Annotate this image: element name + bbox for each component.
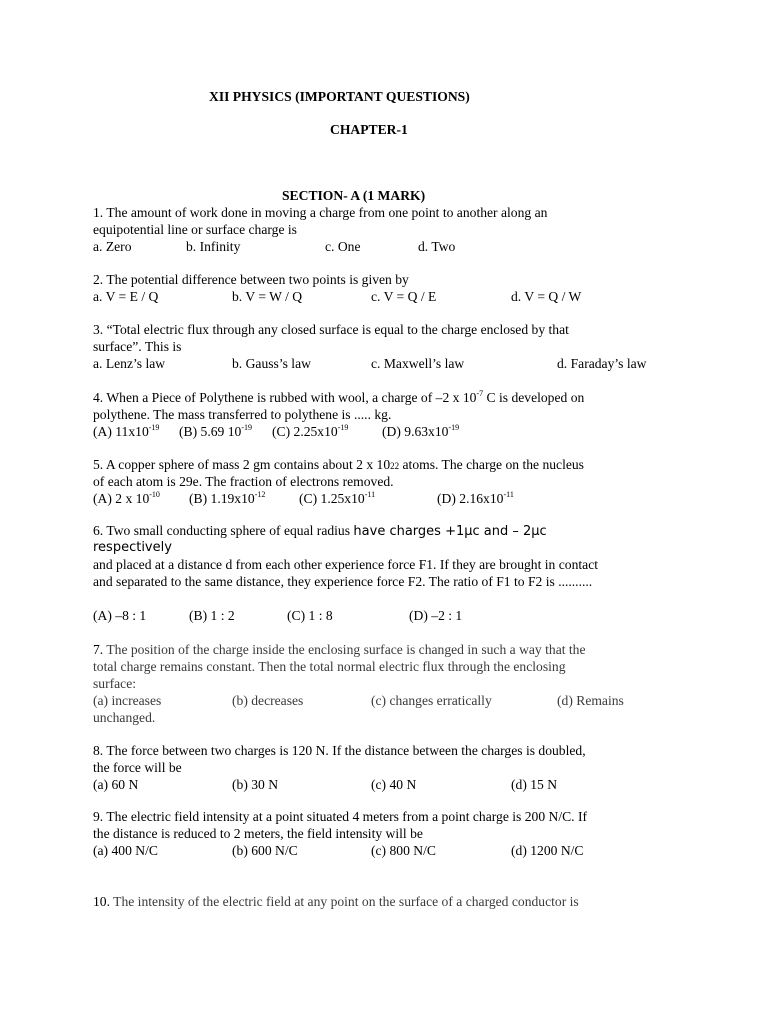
question-10-text: 10. The intensity of the electric field at any point on the surface of a charged conductor is xyxy=(93,894,579,909)
question-6-text-line4: and separated to the same distance, they experience force F2. The ratio of F1 to F2 is .......... xyxy=(93,574,593,589)
question-1-text-cont: equipotential line or surface charge is xyxy=(93,222,297,237)
exponent: -7 xyxy=(476,389,484,398)
question-5 xyxy=(93,456,668,507)
question-8-text: 8. The force between two charges is 120 N. If the distance between the charges is doubled, xyxy=(93,743,586,758)
question-9 xyxy=(93,808,668,859)
option-a: a. V = E / Q xyxy=(93,289,159,304)
option-b: (b) decreases xyxy=(232,693,304,708)
question-1-options xyxy=(93,238,668,255)
section-heading: SECTION- A (1 MARK) xyxy=(282,188,426,203)
option-b: (B) 1 : 2 xyxy=(189,608,235,623)
option-d: (D) $2.16x10^{-11}$ xyxy=(437,490,514,506)
option-c: (c) 40 N xyxy=(371,777,417,792)
question-3-text-cont: surface”. This is xyxy=(93,339,182,354)
option-a: (A) $11x10^{-19}$ xyxy=(93,423,160,439)
question-10 xyxy=(93,893,668,910)
option-d: (d) 1200 N/C xyxy=(511,843,584,858)
question-8-options xyxy=(93,776,668,793)
question-6-text-cont: respectively xyxy=(93,540,172,555)
option-d-cont: unchanged. xyxy=(93,710,156,725)
option-c: (c) changes erratically xyxy=(371,693,492,708)
question-4-options xyxy=(93,423,668,440)
question-3-options xyxy=(93,355,668,372)
option-c: c. Maxwell’s law xyxy=(371,356,465,371)
question-9-text: 9. The electric field intensity at a point situated 4 meters from a point charge is 200 N/C. If xyxy=(93,809,588,824)
question-7-options xyxy=(93,692,668,709)
question-8 xyxy=(93,742,668,793)
question-6-options xyxy=(93,607,668,624)
chapter-heading: CHAPTER-1 xyxy=(330,122,408,137)
question-6-text-line3: and placed at a distance d from each other experience force F1. If they are brought in contact xyxy=(93,557,598,572)
question-8-text-cont: the force will be xyxy=(93,760,182,775)
option-a: (a) increases xyxy=(93,693,162,708)
option-b: (B) 5.69 $10^{-19}$ xyxy=(179,423,252,439)
option-c: (C) $1.25x10^{-11}$ xyxy=(299,490,376,506)
option-c: c. V = Q / E xyxy=(371,289,437,304)
option-a: (a) 400 N/C xyxy=(93,843,158,858)
option-a: a. Lenz’s law xyxy=(93,356,166,371)
question-7-text-cont: total charge remains constant. Then the total normal electric flux through the enclosing xyxy=(93,659,566,674)
option-a: (a) 60 N xyxy=(93,777,139,792)
question-5-options xyxy=(93,490,668,507)
option-b: (B) $1.19x10^{-12}$ xyxy=(189,490,266,506)
option-c: (c) 800 N/C xyxy=(371,843,436,858)
question-9-text-cont: the distance is reduced to 2 meters, the field intensity will be xyxy=(93,826,423,841)
question-3-text: 3. “Total electric flux through any closed surface is equal to the charge enclosed by that xyxy=(93,322,569,337)
question-7-text: 7. The position of the charge inside the enclosing surface is changed in such a way that the xyxy=(93,642,586,657)
option-c: (C) 1 : 8 xyxy=(287,608,333,623)
question-1 xyxy=(93,204,668,255)
question-4-text-cont: polythene. The mass transferred to polythene is ..... kg. xyxy=(93,407,392,422)
option-d: (D) –2 : 1 xyxy=(409,608,463,623)
option-b: b. Gauss’s law xyxy=(232,356,311,371)
option-b: b. Infinity xyxy=(186,239,241,254)
option-a: (A) –8 : 1 xyxy=(93,608,147,623)
option-b: (b) 600 N/C xyxy=(232,843,298,858)
question-7 xyxy=(93,641,668,726)
question-2 xyxy=(93,271,668,305)
question-1-text: 1. The amount of work done in moving a charge from one point to another along an xyxy=(93,205,548,220)
question-2-options xyxy=(93,288,668,305)
question-6-text: 6. Two small conducting sphere of equal radius have charges +1μc and – 2μc xyxy=(93,523,547,539)
question-9-options xyxy=(93,842,668,859)
question-3 xyxy=(93,321,668,372)
option-d: d. Two xyxy=(418,239,456,254)
option-c: c. One xyxy=(325,239,361,254)
option-b: (b) 30 N xyxy=(232,777,279,792)
option-d: d. Faraday’s law xyxy=(557,356,647,371)
question-4-text: 4. When a Piece of Polythene is rubbed with wool, a charge of –2 x $10^{-7}$ C is developed on xyxy=(93,389,585,405)
option-d: (D) $9.63x10^{-19}$ xyxy=(382,423,460,439)
question-2-text: 2. The potential difference between two points is given by xyxy=(93,272,409,287)
question-4 xyxy=(93,389,668,440)
option-d: (d) Remains xyxy=(557,693,624,708)
option-d: d. V = Q / W xyxy=(511,289,582,304)
page-title: XII PHYSICS (IMPORTANT QUESTIONS) xyxy=(209,89,470,104)
option-d: (d) 15 N xyxy=(511,777,558,792)
option-b: b. V = W / Q xyxy=(232,289,303,304)
option-a: (A) 2 x $10^{-10}$ xyxy=(93,490,160,506)
question-7-text-line3: surface: xyxy=(93,676,137,691)
question-5-text: 5. A copper sphere of mass 2 gm contains about 2 x 1022 atoms. The charge on the nucleus xyxy=(93,457,584,472)
option-c: (C) $2.25x10^{-19}$ xyxy=(272,423,349,439)
option-a: a. Zero xyxy=(93,239,132,254)
question-6 xyxy=(93,522,668,590)
question-5-text-cont: of each atom is 29e. The fraction of electrons removed. xyxy=(93,474,394,489)
